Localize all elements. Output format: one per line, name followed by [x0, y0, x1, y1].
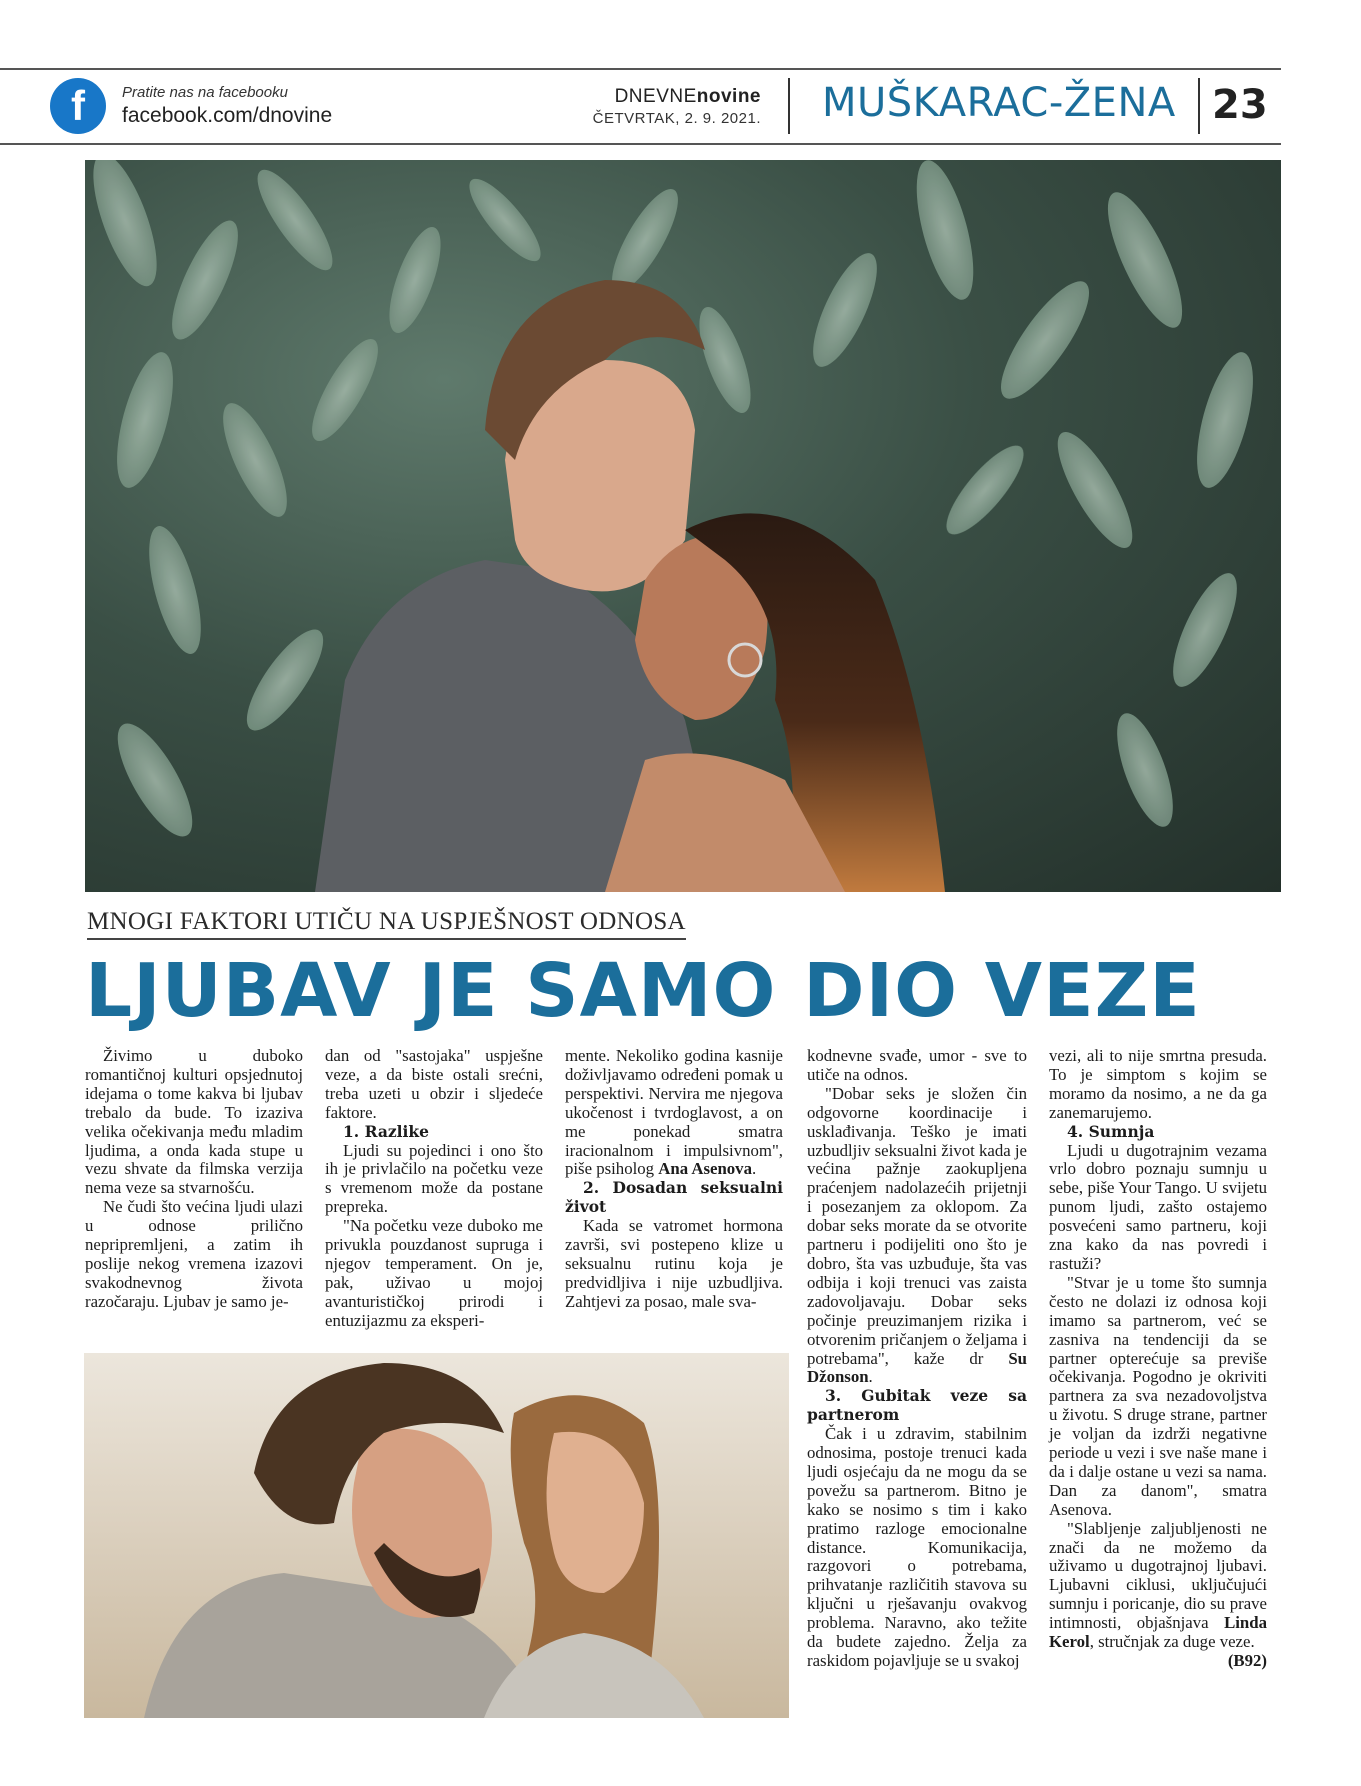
paragraph: "Slabljenje zaljubljenosti ne znači da ne možemo da uživamo u dugotrajnoj ljubavi. Ljubavni ciklusi, uključujući sumnju i poricanje, dio su prave intimnosti, objašnjava Linda Kerol, stručnjak za duge veze.	[1049, 1518, 1267, 1652]
paragraph: Živimo u duboko romantičnoj kulturi opsjednutoj idejama o tome kakva bi ljubav trebalo da bude. To izaziva velika očekivanja među mladim ljudima, a onda kada stupe u vezu shvate da filmska verzija nema veze sa stvarnošću.	[85, 1046, 303, 1198]
paper-name: DNEVNEnovine	[614, 86, 761, 107]
paragraph: "Stvar je u tome što sumnja često ne dolazi iz odnosa koji imamo sa partnerom, već se zasniva na tendenciji da se partner opterećuje sa previše očekivanja. Pogodno je okriviti partnera za sva nezadovoljstva u životu. S druge strane, partner je voljan da izdrži negativne periode u vezi i sve naše mane i da i dalje ostane u vezi sa nama. Dan za danom", smatra Asenova.	[1049, 1272, 1267, 1519]
paragraph: kodnevne svađe, umor - sve to utiče na odnos.	[807, 1046, 1027, 1084]
quoted-author: Linda Kerol	[1049, 1613, 1267, 1652]
paragraph: "Na početku veze duboko me privukla pouzdanost supruga i njegov temperament. On je, pak, uživao u mojoj avanturističkoj prirodi i entuzijazmu za eksperi-	[325, 1216, 543, 1330]
hero-photo-illustration	[85, 160, 1281, 892]
header-divider	[788, 78, 790, 134]
section-title: MUŠKARAC-ŽENA	[822, 80, 1176, 126]
hero-photo-couple	[85, 160, 1281, 892]
paragraph: Kada se vatromet hormona završi, svi postepeno klize u seksualnu rutinu koja je predvidljiva i nije uzbudljiva. Zahtjevi za posao, male sva-	[565, 1216, 783, 1311]
article-column-5	[1049, 1047, 1267, 1671]
article-column-4	[807, 1047, 1027, 1671]
paragraph: Ljudi u dugotrajnim vezama vrlo dobro poznaju sumnju u sebe, piše Your Tango. U svijetu punom ljudi, zašto ostajemo posvećeni samo partneru, koji zna kako da nas povredi i rastuži?	[1049, 1140, 1267, 1273]
source-signature: (B92)	[1227, 1651, 1267, 1670]
subheading-doubt: 4. Sumnja	[1067, 1121, 1155, 1141]
paragraph: vezi, ali to nije smrtna presuda. To je simptom s kojim se moramo da nosimo, a ne da ga zanemarujemo.	[1049, 1046, 1267, 1122]
article-column-2	[325, 1047, 543, 1331]
paragraph: Čak i u zdravim, stabilnim odnosima, postoje trenuci kada ljudi osjećaju da ne mogu da se povežu sa partnerom. Bitno je kako se nosimo s tim i kako pratimo razloge emocionalne distance. Komunikacija, razgovori o potrebama, prihvatanje različitih stavova su ključni u rješavanju ovakvog problema. Naravno, ako težite da budete zajedno. Želja za raskidom pojavljuje se u svakoj	[807, 1424, 1027, 1670]
facebook-url[interactable]: facebook.com/dnovine	[122, 104, 333, 127]
article-headline: LJUBAV JE SAMO DIO VEZE	[85, 948, 1201, 1034]
article-column-1	[85, 1047, 303, 1312]
subheading-differences: 1. Razlike	[343, 1121, 430, 1141]
subheading-loss-of-connection: 3. Gubitak veze sa partnerom	[807, 1386, 1027, 1425]
quoted-author: Ana Asenova	[658, 1159, 752, 1179]
page-header	[0, 70, 1281, 144]
header-divider	[1198, 78, 1200, 134]
paragraph: "Dobar seks je složen čin odgovorne koordinacije i usklađivanja. Teško je imati uzbudljiv seksualni život kada je većina pažnje zaokupljena praćenjem nadolazećih prijetnji i posezanjem za oklopom. Za dobar seks morate da se otvorite partneru i podijeliti ono što je dobro, šta vas uzbuđuje, šta vas odbija i koji trenuci vas zaista zadovoljavaju. Dobar seks počinje preuzimanjem rizika i otvorenim pričanjem o željama i potrebama", kaže dr Su Džonson.	[807, 1083, 1027, 1387]
couple-photo-beach	[84, 1353, 789, 1718]
article-column-3	[565, 1047, 783, 1312]
article-kicker: MNOGI FAKTORI UTIČU NA USPJEŠNOST ODNOSA	[87, 908, 686, 940]
facebook-icon[interactable]: f	[50, 78, 106, 134]
couple-photo-illustration	[84, 1353, 789, 1718]
paragraph: Ne čudi što većina ljudi ulazi u odnose prilično nepripremljeni, a zatim ih poslije nekog vremena izazovi svakodnevnog života razočaraju. Ljubav je samo je-	[85, 1197, 303, 1311]
header-bottom-rule	[0, 143, 1281, 145]
paragraph: dan od "sastojaka" uspješne veze, a da biste ostali srećni, treba uzeti u obzir i sljedeće faktore.	[325, 1046, 543, 1122]
page-number: 23	[1212, 82, 1268, 128]
facebook-invite: Pratite nas na facebooku	[122, 84, 288, 101]
issue-date: ČETVRTAK, 2. 9. 2021.	[592, 110, 761, 127]
paragraph: Ljudi su pojedinci i ono što ih je privlačilo na početku veze s vremenom može da postane prepreka.	[325, 1140, 543, 1217]
quoted-author: Su Džonson	[807, 1348, 1027, 1387]
paragraph: mente. Nekoliko godina kasnije doživljavamo određeni pomak u perspektivi. Nervira me njegova ukočenost i tvrdoglavost, a on me ponekad smatra iracionalnom i impulsivnom", piše psiholog Ana Asenova.	[565, 1046, 783, 1179]
subheading-sexual-life: 2. Dosadan seksualni život	[565, 1178, 783, 1217]
